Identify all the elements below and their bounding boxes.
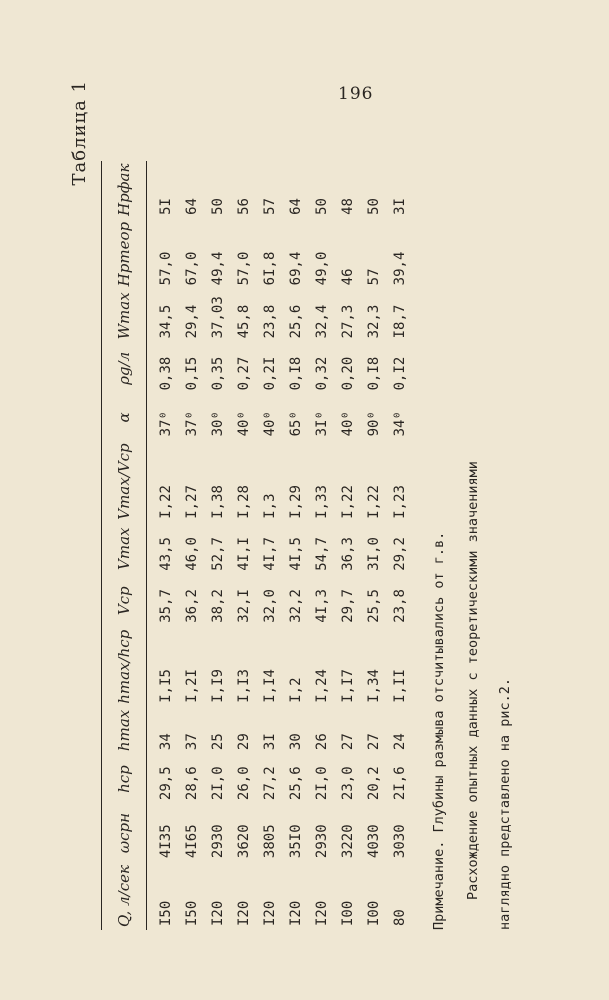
table-cell: 4I,I: [236, 537, 252, 571]
table-cell: 69,4: [288, 251, 304, 286]
table-cell: I,38: [210, 485, 226, 519]
table-cell: I,I5: [158, 669, 174, 703]
table-cell: I00: [340, 900, 356, 926]
table-cell: 64: [184, 198, 200, 215]
table-cell: I20: [288, 900, 304, 926]
table-cell: 37⁰: [184, 411, 200, 437]
table-cell: 32,2: [288, 589, 304, 623]
table-cell: I20: [236, 900, 252, 926]
table-cell: 23,8: [262, 304, 278, 339]
table-cell: 46,0: [184, 537, 200, 571]
table-cell: 36,3: [340, 537, 356, 571]
table-cell: I20: [262, 900, 278, 926]
table-cell: 36,2: [184, 589, 200, 623]
table-cell: I,I3: [236, 669, 252, 703]
table-cell: 0,27: [236, 356, 252, 391]
table-cell: 54,7: [314, 537, 330, 571]
table-cell: 3I: [392, 198, 408, 215]
table-cell: 26: [314, 733, 330, 751]
table-cell: I,28: [236, 485, 252, 519]
table-cell: 20,2: [366, 766, 382, 801]
table-cell: 3I⁰: [314, 411, 330, 437]
table-row: [283, 161, 309, 930]
header-q: Q, л/сек: [102, 862, 147, 930]
table-cell: 35,7: [158, 589, 174, 623]
table-cell: 57,0: [158, 251, 174, 286]
table-cell: 37,03: [210, 296, 226, 339]
table-cell: 25,6: [288, 304, 304, 339]
table-cell: 2930: [210, 824, 226, 859]
table-cell: I,29: [288, 485, 304, 519]
table-cell: 40⁰: [340, 411, 356, 437]
table-cell: 39,4: [392, 251, 408, 286]
table-cell: 5I: [158, 198, 174, 215]
table-cell: 27: [340, 733, 356, 751]
table-cell: 57,0: [236, 251, 252, 286]
table-row: [231, 161, 257, 930]
table-cell: 32,4: [314, 304, 330, 339]
table-cell: 49,4: [210, 251, 226, 286]
table-cell: 57: [366, 268, 382, 286]
table-row: [205, 161, 231, 930]
table-cell: I50: [184, 900, 200, 926]
table-cell: 4I35: [158, 824, 174, 859]
table-cell: 32,0: [262, 589, 278, 623]
table-cell: 32,I: [236, 589, 252, 623]
table-cell: I,22: [340, 485, 356, 519]
table-cell: 3805: [262, 824, 278, 859]
table-cell: I,2I: [184, 669, 200, 703]
table-cell: 32,3: [366, 304, 382, 339]
table-cell: 0,I2: [392, 356, 408, 391]
table-cell: 4I,7: [262, 537, 278, 571]
header-h-avg: hср: [102, 754, 147, 804]
header-h-max: hmax: [102, 707, 147, 754]
table-cell: 30⁰: [210, 411, 226, 437]
table-cell: 29: [236, 733, 252, 751]
table-cell: 40⁰: [236, 411, 252, 437]
table-cell: 27: [366, 733, 382, 751]
table-cell: 25: [210, 733, 226, 751]
table-cell: 64: [288, 198, 304, 215]
table-cell: 0,20: [340, 356, 356, 391]
table-cell: 57: [262, 198, 278, 215]
header-v-max: Vmax: [102, 523, 147, 575]
table-cell: 34: [158, 733, 174, 751]
table-cell: 3620: [236, 824, 252, 859]
table-cell: 29,4: [184, 304, 200, 339]
table-cell: 28,6: [184, 766, 200, 801]
table-cell: 56: [236, 198, 252, 215]
table-cell: 38,2: [210, 589, 226, 623]
table-cell: I,3: [262, 493, 278, 519]
table-cell: 2I,6: [392, 766, 408, 801]
table-row: [179, 161, 205, 930]
table-cell: I,27: [184, 485, 200, 519]
table-title: Таблица 1: [69, 80, 90, 186]
data-table: [101, 161, 413, 930]
table-cell: I20: [210, 900, 226, 926]
table-cell: 4030: [366, 824, 382, 859]
table-cell: I50: [158, 900, 174, 926]
table-cell: 90⁰: [366, 411, 382, 437]
table-cell: 50: [314, 198, 330, 215]
table-cell: I,I4: [262, 669, 278, 703]
table-cell: 80: [392, 909, 408, 926]
table-cell: 27,3: [340, 304, 356, 339]
table-cell: I20: [314, 900, 330, 926]
header-h-ratio: hmax/hср: [102, 627, 147, 707]
table-cell: 37: [184, 733, 200, 751]
table-cell: 4I,3: [314, 589, 330, 623]
page-number: 196: [338, 84, 374, 104]
table-cell: 49,0: [314, 251, 330, 286]
table-cell: 3030: [392, 824, 408, 859]
table-cell: 67,0: [184, 251, 200, 286]
table-cell: 0,I5: [184, 356, 200, 391]
rotated-content: [69, 60, 539, 940]
table-cell: 46: [340, 268, 356, 286]
header-v-avg: Vср: [102, 575, 147, 627]
header-rho: ρg/л: [102, 342, 147, 394]
table-cell: 23,0: [340, 766, 356, 801]
table-cell: 35I0: [288, 824, 304, 859]
table-cell: 0,32: [314, 356, 330, 391]
header-v-ratio: Vmax/Vср: [102, 440, 147, 522]
table-cell: 0,I8: [288, 356, 304, 391]
table-cell: I,23: [392, 485, 408, 519]
header-h-theor: Hртеор: [102, 219, 147, 289]
table-cell: 25,6: [288, 766, 304, 801]
table-cell: I,22: [366, 485, 382, 519]
table-cell: 3I,0: [366, 537, 382, 571]
table-cell: 0,I8: [366, 356, 382, 391]
table-cell: 0,2I: [262, 356, 278, 391]
table-cell: 48: [340, 198, 356, 215]
table-cell: I,2: [288, 677, 304, 703]
table-cell: 50: [366, 198, 382, 215]
table-cell: 2I,0: [314, 766, 330, 801]
table-cell: 29,7: [340, 589, 356, 623]
table-cell: 27,2: [262, 766, 278, 801]
table-row: [147, 161, 180, 930]
table-cell: I,22: [158, 485, 174, 519]
table-cell: 30: [288, 733, 304, 751]
table-cell: 6I,8: [262, 251, 278, 286]
table-cell: 50: [210, 198, 226, 215]
header-alpha: α: [102, 394, 147, 440]
header-w-max: Wmax: [102, 289, 147, 342]
table-cell: 2930: [314, 824, 330, 859]
table-cell: I,34: [366, 669, 382, 703]
table-row: [387, 161, 413, 930]
table-cell: 37⁰: [158, 411, 174, 437]
table-cell: 2I,0: [210, 766, 226, 801]
table-cell: 4I,5: [288, 537, 304, 571]
table-cell: 3220: [340, 824, 356, 859]
table-cell: I8,7: [392, 304, 408, 339]
table-cell: I,I9: [210, 669, 226, 703]
table-cell: 0,35: [210, 356, 226, 391]
table-cell: 29,2: [392, 537, 408, 571]
table-cell: 29,5: [158, 766, 174, 801]
header-h-fact: Hрфак: [102, 161, 147, 219]
table-cell: 40⁰: [262, 411, 278, 437]
table-cell: I,I7: [340, 669, 356, 703]
table-cell: I,33: [314, 485, 330, 519]
table-cell: 34⁰: [392, 411, 408, 437]
table-cell: 4I65: [184, 824, 200, 859]
table-cell: 26,0: [236, 766, 252, 801]
table-row: [309, 161, 335, 930]
paragraph-line-2: наглядно представлено на рис.2.: [497, 678, 513, 930]
table-row: [257, 161, 283, 930]
table-row: [335, 161, 361, 930]
table-row: [361, 161, 387, 930]
table-cell: 45,8: [236, 304, 252, 339]
header-omega: ωсрн: [102, 804, 147, 862]
table-cell: 23,8: [392, 589, 408, 623]
table-cell: 24: [392, 733, 408, 751]
table-cell: 3I: [262, 733, 278, 751]
table-note: Примечание. Глубины размыва отсчитывались от г.в.: [431, 531, 447, 930]
table-cell: 34,5: [158, 304, 174, 339]
table-cell: 0,38: [158, 356, 174, 391]
table-cell: I,II: [392, 669, 408, 703]
table-cell: 52,7: [210, 537, 226, 571]
table-header-row: [102, 161, 147, 930]
table-cell: 25,5: [366, 589, 382, 623]
table-cell: I,24: [314, 669, 330, 703]
table-cell: I00: [366, 900, 382, 926]
table-cell: 65⁰: [288, 411, 304, 437]
paragraph-line-1: Расхождение опытных данных с теоретическими значениями: [465, 461, 481, 900]
table-cell: 43,5: [158, 537, 174, 571]
